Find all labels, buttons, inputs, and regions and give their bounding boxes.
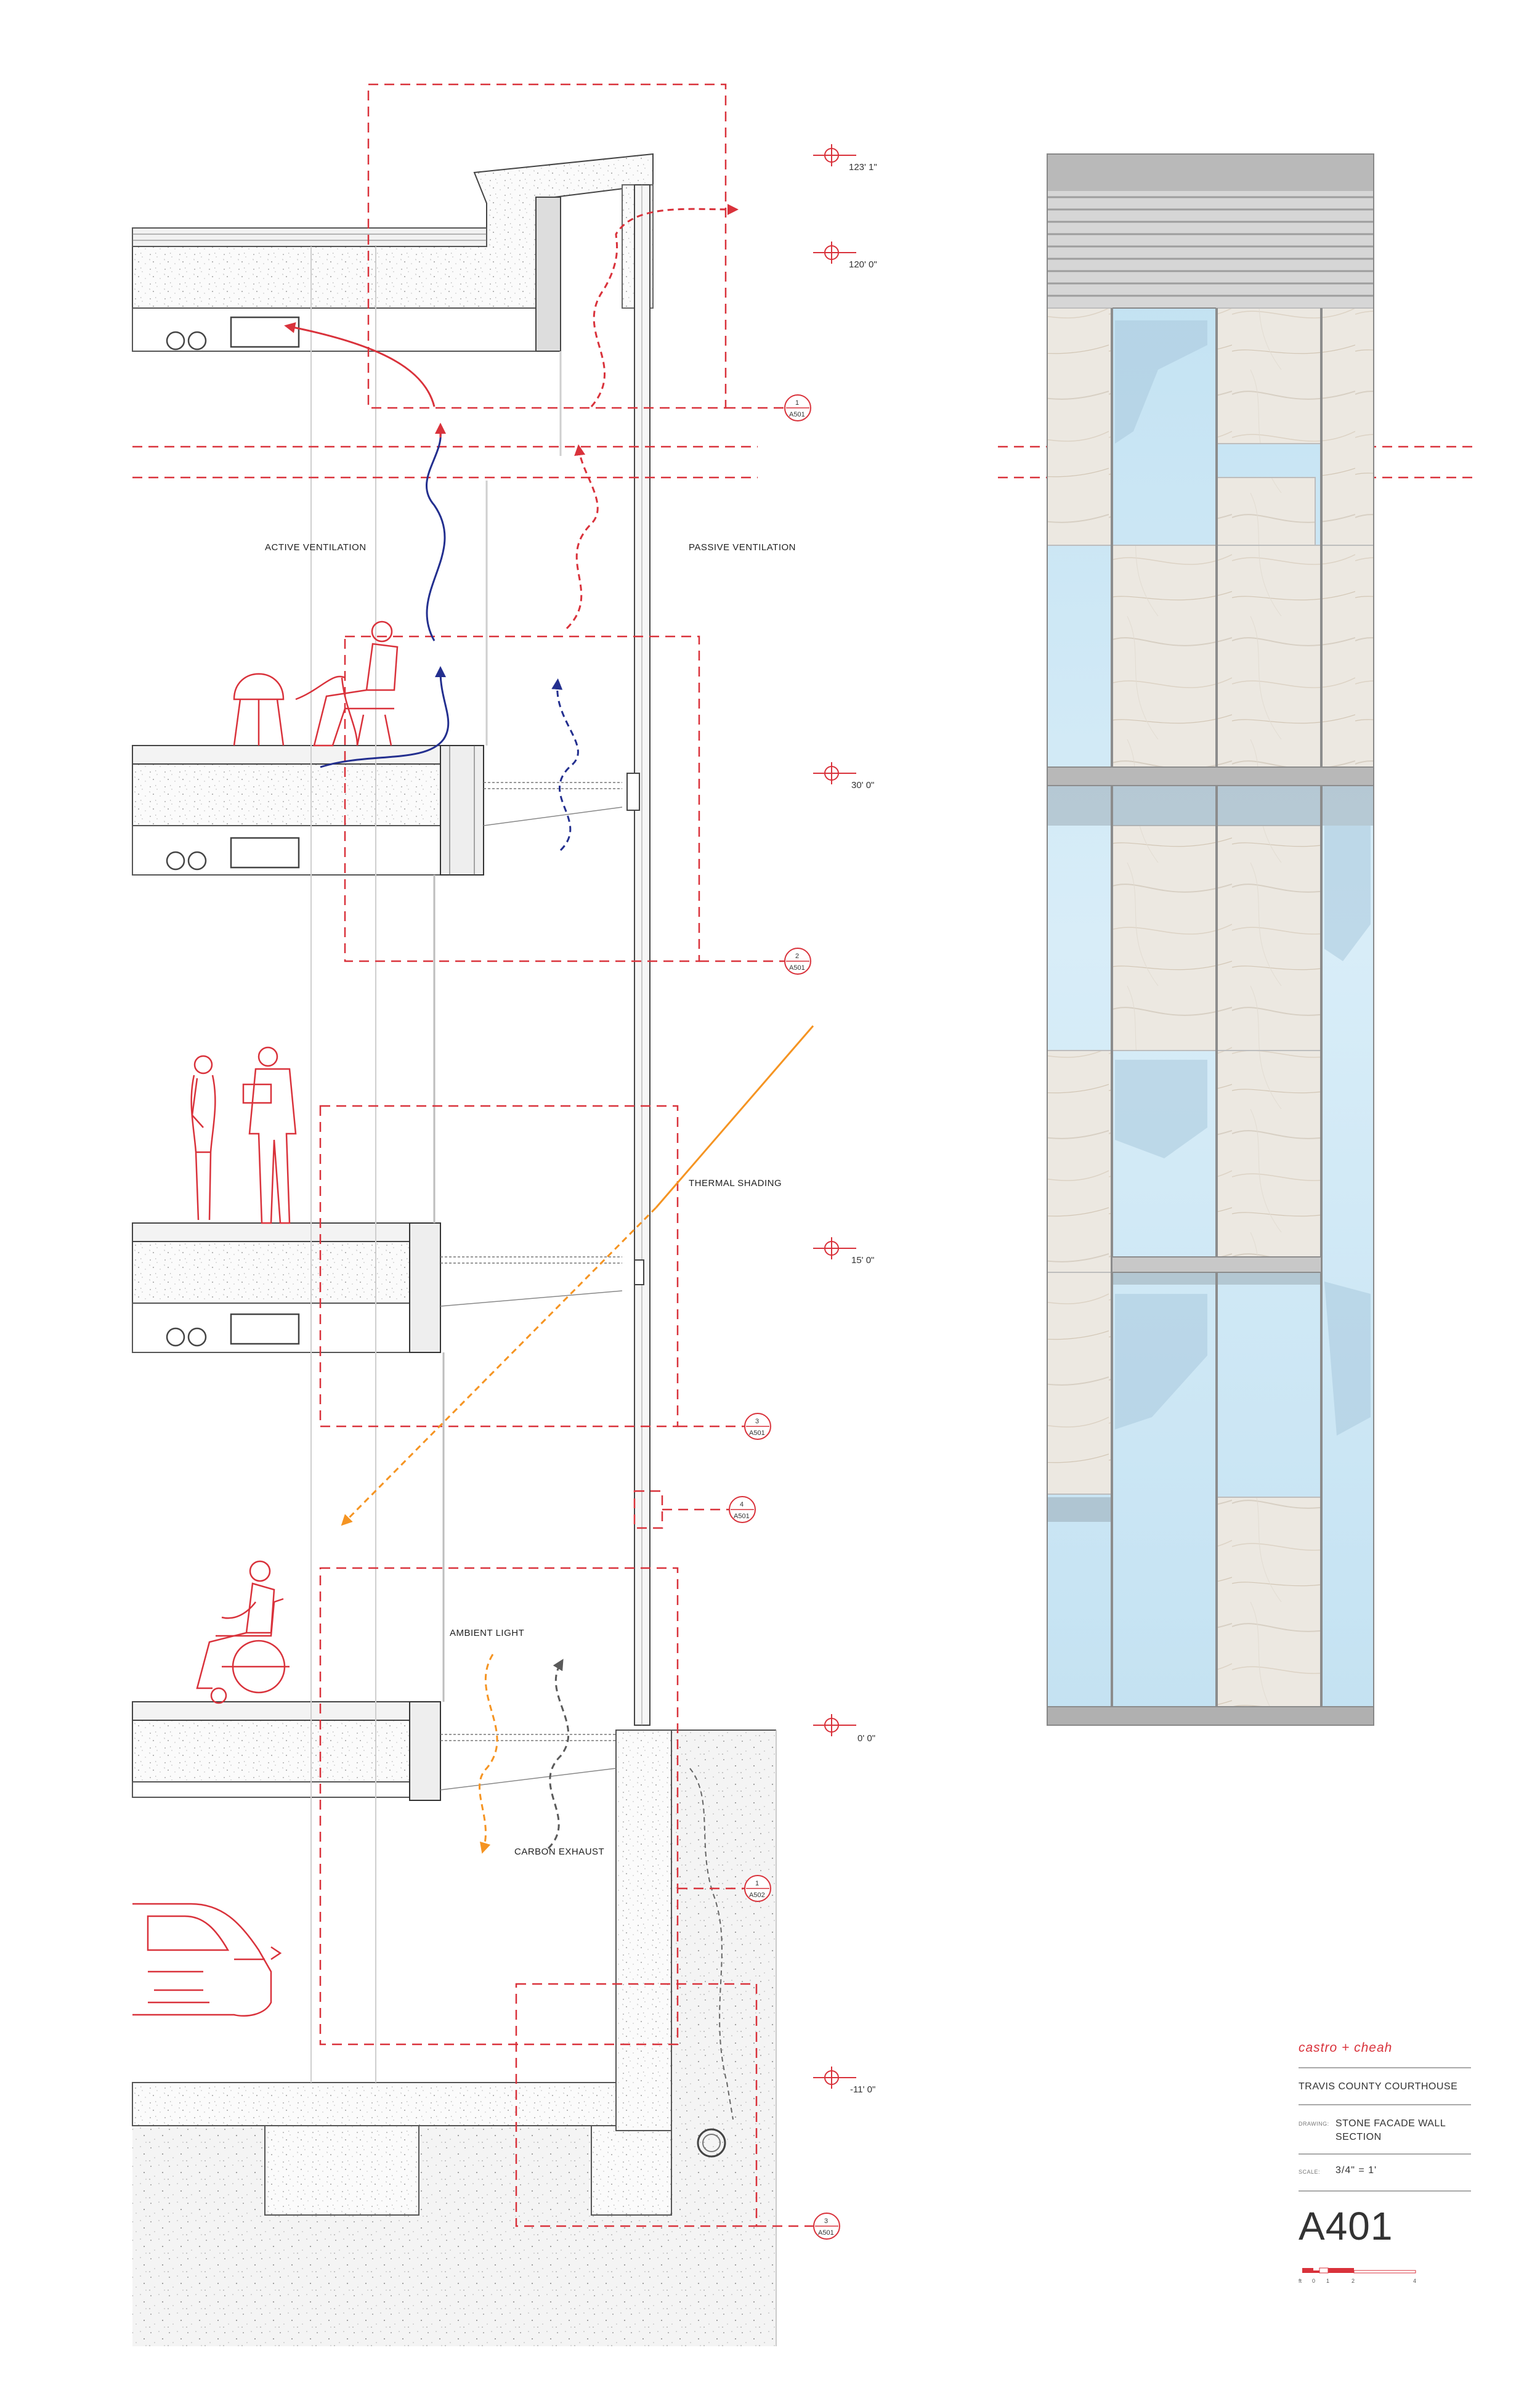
- firm-name: castro + cheah: [1299, 2041, 1393, 2055]
- floor-band-0: [1047, 1707, 1374, 1725]
- callout-sheet: A501: [749, 1429, 765, 1437]
- drawing-title: STONE FACADE WALL SECTION: [1335, 2118, 1446, 2142]
- thermal-shading-label: THERMAL SHADING: [689, 1178, 782, 1189]
- callout-4-a501: [729, 1497, 755, 1522]
- car-outline: [132, 1904, 280, 2016]
- ambient-and-exhaust-arrows: [480, 1654, 569, 1848]
- elevation-text-15: 15' 0": [851, 1255, 875, 1266]
- sheet-number: A401: [1299, 2204, 1393, 2248]
- floor-slab-level-15: [132, 1223, 622, 1352]
- elevation-marker-30: [813, 762, 874, 791]
- drawing-scale: 3/4" = 1': [1335, 2165, 1377, 2176]
- floor-slab-level-0: [132, 1702, 616, 1800]
- project-name: TRAVIS COUNTY COURTHOUSE: [1299, 2081, 1458, 2092]
- elevation-marker-minus-11: [813, 2067, 875, 2095]
- active-ventilation-label: ACTIVE VENTILATION: [265, 542, 367, 553]
- title-block-divider: [1299, 2190, 1471, 2192]
- carbon-exhaust-label: CARBON EXHAUST: [514, 1847, 605, 1857]
- callout-number: 2: [795, 953, 800, 960]
- title-block-divider: [1299, 2067, 1471, 2068]
- callout-number: 3: [824, 2217, 829, 2225]
- standing-figures-pair: [192, 1047, 296, 1223]
- elevation-marker-15: [813, 1237, 874, 1266]
- elevation-markers: [813, 144, 877, 2095]
- scale-caption: SCALE:: [1299, 2169, 1321, 2175]
- scalebar-tick-1: 1: [1326, 2278, 1330, 2284]
- scalebar-tick-2: 2: [1352, 2278, 1355, 2284]
- scalebar-tick-ft: ft: [1299, 2278, 1302, 2284]
- floor-band-30: [1047, 767, 1374, 786]
- elevation-text-0: 0' 0": [857, 1733, 876, 1744]
- graphic-scale-bar: [1299, 2264, 1428, 2289]
- callout-sheet: A501: [789, 411, 805, 418]
- floor-slab-level-30: [132, 746, 622, 875]
- elevation-text-120: 120' 0": [849, 259, 877, 270]
- callout-number: 4: [740, 1501, 744, 1508]
- passive-ventilation-label: PASSIVE VENTILATION: [689, 542, 796, 553]
- ground-and-foundation: [132, 1730, 776, 2346]
- callout-sheet: A501: [734, 1513, 750, 1520]
- ambient-light-label: AMBIENT LIGHT: [450, 1628, 525, 1638]
- callout-2-a501: [785, 948, 811, 974]
- elevation-marker-123: [813, 144, 877, 173]
- callout-3-a501: [745, 1413, 771, 1439]
- floor-band-15: [1112, 1257, 1321, 1272]
- seated-figure-with-chair: [234, 622, 397, 746]
- elevation-marker-0: [813, 1714, 875, 1744]
- elevation-text-123: 123' 1": [849, 162, 877, 173]
- louver-cap: [1047, 154, 1374, 308]
- title-block-divider: [1299, 2104, 1471, 2105]
- callout-3-a501-foundation: [814, 2213, 840, 2239]
- title-block: [1299, 2033, 1471, 2329]
- scalebar-tick-4: 4: [1413, 2278, 1417, 2284]
- callout-sheet: A502: [749, 1892, 765, 1899]
- scalebar-tick-0: 0: [1312, 2278, 1316, 2284]
- callout-sheet: A501: [818, 2229, 834, 2237]
- callout-sheet: A501: [789, 964, 805, 972]
- callout-number: 1: [755, 1880, 760, 1887]
- elevation-text-minus-11: -11' 0": [850, 2084, 876, 2095]
- drawing-caption: DRAWING:: [1299, 2121, 1329, 2127]
- title-block-divider: [1299, 2153, 1471, 2155]
- elevation-marker-120: [813, 242, 877, 270]
- wheelchair-figure: [197, 1561, 290, 1703]
- elevation-text-30: 30' 0": [851, 780, 875, 791]
- callout-number: 3: [755, 1418, 760, 1425]
- roof-slab: [132, 154, 653, 351]
- stone-facade-elevation: [1047, 154, 1374, 1725]
- callout-1-a502: [745, 1876, 771, 1901]
- callout-number: 1: [795, 399, 800, 407]
- callout-1-a501: [785, 395, 811, 421]
